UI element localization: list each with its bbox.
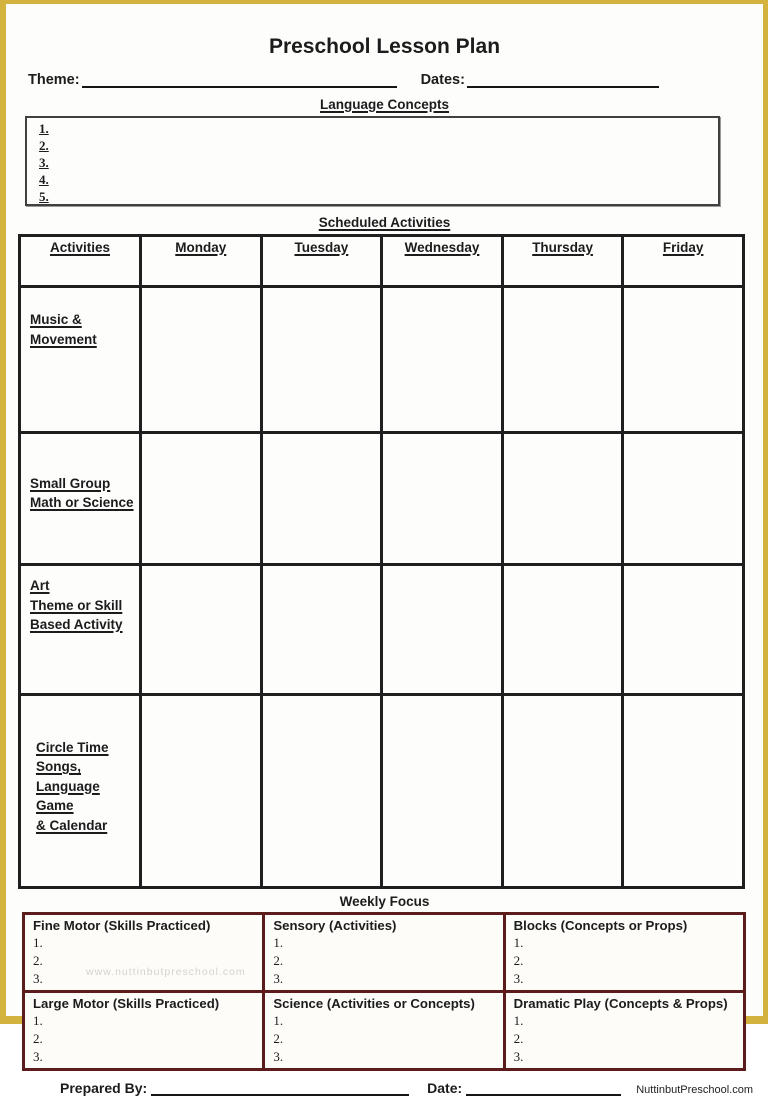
site-credit: NuttinbutPreschool.com bbox=[636, 1084, 753, 1096]
schedule-table-head bbox=[20, 236, 744, 287]
column-header-activities: Activities bbox=[20, 236, 141, 287]
weekly-focus-cell bbox=[504, 992, 744, 1070]
weekly-focus-cell bbox=[264, 992, 504, 1070]
schedule-day-cell bbox=[141, 695, 262, 888]
schedule-day-cell bbox=[261, 287, 382, 433]
weekly-focus-cell bbox=[264, 914, 504, 992]
weekly-cell-line: 2. bbox=[33, 1031, 43, 1046]
schedule-day-cell bbox=[502, 565, 623, 695]
schedule-header-row bbox=[20, 236, 744, 287]
language-concepts-box bbox=[25, 116, 720, 206]
schedule-row bbox=[20, 287, 744, 433]
scheduled-activities-table bbox=[18, 234, 745, 889]
activity-label-line: Small Group bbox=[30, 475, 111, 491]
language-concept-line: 4. bbox=[39, 172, 49, 187]
weekly-cell-line: 1. bbox=[273, 935, 284, 950]
column-header-tuesday: Tuesday bbox=[261, 236, 382, 287]
schedule-day-cell bbox=[502, 433, 623, 565]
weekly-cell-header: Science (Activities or Concepts) bbox=[273, 996, 475, 1011]
weekly-cell-header: Fine Motor (Skills Practiced) bbox=[33, 918, 211, 933]
weekly-cell-header: Blocks (Concepts or Props) bbox=[513, 918, 688, 933]
schedule-day-cell bbox=[623, 287, 744, 433]
weekly-focus-heading: Weekly Focus bbox=[339, 894, 430, 909]
schedule-day-cell bbox=[261, 433, 382, 565]
activity-label-line: Movement bbox=[30, 331, 97, 347]
language-concepts-heading: Language Concepts bbox=[319, 97, 449, 112]
theme-blank-line bbox=[82, 69, 397, 88]
scheduled-activities-heading: Scheduled Activities bbox=[318, 215, 451, 230]
schedule-day-cell bbox=[261, 565, 382, 695]
weekly-cell-line: 3. bbox=[513, 1049, 524, 1064]
weekly-focus-body bbox=[24, 914, 745, 1070]
activity-label-cell bbox=[20, 433, 141, 565]
column-header-wednesday: Wednesday bbox=[382, 236, 503, 287]
page-title: Preschool Lesson Plan bbox=[268, 35, 501, 58]
weekly-cell-line: 2. bbox=[513, 953, 524, 968]
schedule-day-cell bbox=[382, 695, 503, 888]
schedule-table-body bbox=[20, 287, 744, 888]
language-concept-line: 2. bbox=[39, 138, 49, 153]
weekly-focus-table bbox=[22, 912, 746, 1071]
column-header-friday: Friday bbox=[623, 236, 744, 287]
activity-label-line: Theme or Skill bbox=[30, 597, 123, 613]
weekly-focus-cell bbox=[504, 914, 744, 992]
weekly-cell-line: 3. bbox=[513, 971, 524, 986]
activity-label-line: Circle Time bbox=[36, 739, 109, 755]
weekly-cell-header: Large Motor (Skills Practiced) bbox=[33, 996, 220, 1011]
prepared-by-label: Prepared By: bbox=[60, 1080, 148, 1096]
activity-label-line: Game bbox=[36, 798, 74, 814]
activity-label-cell bbox=[20, 695, 141, 888]
schedule-day-cell bbox=[382, 433, 503, 565]
schedule-day-cell bbox=[382, 565, 503, 695]
weekly-focus-row bbox=[24, 992, 745, 1070]
watermark-text: www.nuttinbutpreschool.com bbox=[86, 966, 246, 978]
weekly-cell-line: 1. bbox=[273, 1013, 284, 1028]
activity-label-cell bbox=[20, 287, 141, 433]
language-concept-line: 3. bbox=[39, 155, 49, 170]
weekly-cell-line: 1. bbox=[513, 1013, 524, 1028]
prepared-by-blank-line bbox=[151, 1077, 409, 1096]
weekly-focus-row bbox=[24, 914, 745, 992]
footer-date-blank-line bbox=[466, 1077, 621, 1096]
schedule-day-cell bbox=[141, 287, 262, 433]
activity-label-line: Math or Science bbox=[30, 495, 134, 510]
language-concept-line: 5. bbox=[39, 189, 49, 204]
activity-label-line: & Calendar bbox=[36, 817, 108, 833]
schedule-day-cell bbox=[623, 695, 744, 888]
weekly-cell-line: 1. bbox=[33, 1013, 43, 1028]
theme-label: Theme: bbox=[28, 72, 80, 88]
language-concept-line: 1. bbox=[39, 121, 49, 136]
column-header-thursday: Thursday bbox=[502, 236, 623, 287]
activity-label-line: Songs, bbox=[36, 759, 82, 775]
schedule-day-cell bbox=[623, 565, 744, 695]
weekly-cell-line: 3. bbox=[273, 971, 284, 986]
activity-label-line: Language bbox=[36, 778, 100, 794]
activity-label-cell bbox=[20, 565, 141, 695]
schedule-row bbox=[20, 433, 744, 565]
footer-row bbox=[60, 1077, 753, 1096]
weekly-cell-line: 3. bbox=[33, 1049, 43, 1064]
weekly-cell-line: 2. bbox=[273, 1031, 284, 1046]
weekly-cell-line: 2. bbox=[513, 1031, 524, 1046]
weekly-focus-cell bbox=[24, 914, 264, 992]
weekly-cell-line: 1. bbox=[33, 935, 43, 950]
activity-label-line: Music & bbox=[30, 312, 82, 327]
footer-date-label: Date: bbox=[427, 1080, 463, 1096]
theme-dates-row bbox=[28, 69, 735, 88]
schedule-day-cell bbox=[502, 287, 623, 433]
weekly-cell-line: 2. bbox=[273, 953, 284, 968]
weekly-cell-header: Sensory (Activities) bbox=[273, 918, 397, 933]
schedule-day-cell bbox=[382, 287, 503, 433]
weekly-cell-line: 1. bbox=[513, 935, 524, 950]
activity-label-line: Art bbox=[30, 578, 50, 593]
schedule-day-cell bbox=[141, 565, 262, 695]
schedule-row bbox=[20, 565, 744, 695]
column-header-monday: Monday bbox=[141, 236, 262, 287]
weekly-cell-line: 2. bbox=[33, 953, 43, 968]
weekly-cell-line: 3. bbox=[33, 971, 43, 986]
dates-label: Dates: bbox=[420, 72, 465, 88]
schedule-day-cell bbox=[502, 695, 623, 888]
schedule-row bbox=[20, 695, 744, 888]
schedule-day-cell bbox=[623, 433, 744, 565]
activity-label-line: Based Activity bbox=[30, 617, 123, 632]
schedule-day-cell bbox=[141, 433, 262, 565]
schedule-day-cell bbox=[261, 695, 382, 888]
dates-blank-line bbox=[467, 69, 659, 88]
weekly-cell-header: Dramatic Play (Concepts & Props) bbox=[513, 996, 728, 1011]
weekly-cell-line: 3. bbox=[273, 1049, 284, 1064]
weekly-focus-cell bbox=[24, 992, 264, 1070]
